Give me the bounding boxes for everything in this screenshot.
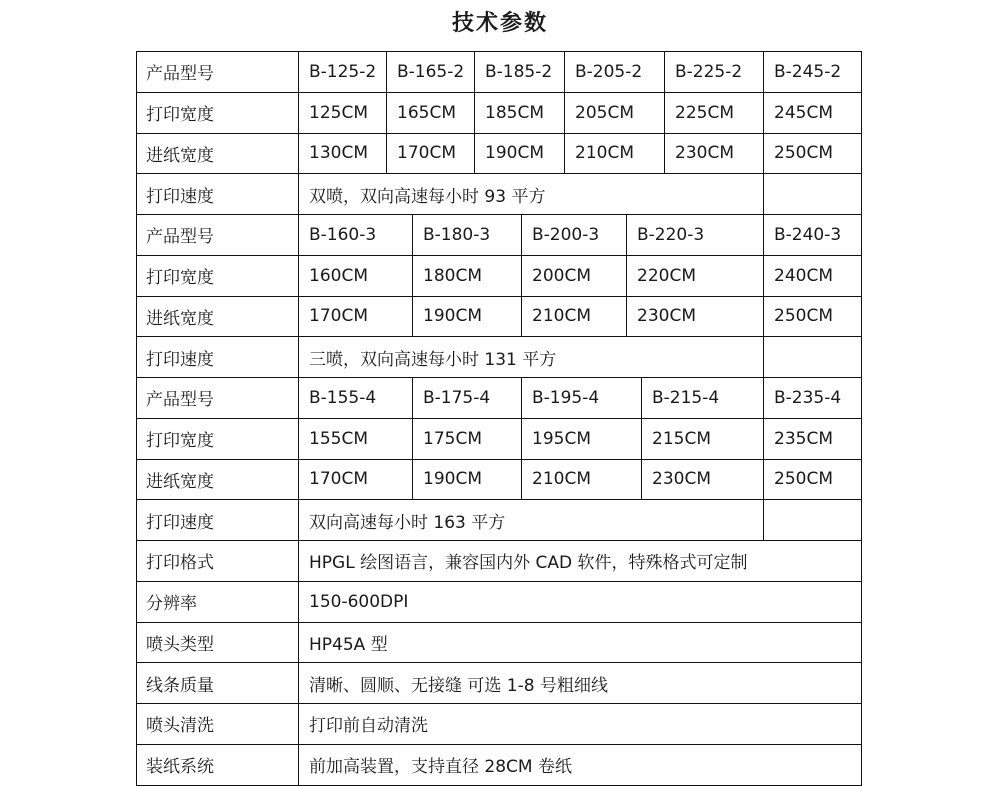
speed-blank-cell	[763, 336, 862, 378]
model-cell: B-235-4	[763, 377, 862, 419]
speed-blank-cell	[763, 499, 862, 541]
feed-width-cell: 210CM	[521, 459, 642, 501]
model-label: 产品型号	[136, 51, 299, 93]
print-width-cell: 205CM	[564, 92, 665, 134]
spec-label: 装纸系统	[136, 744, 299, 786]
feed-width-cell: 130CM	[298, 133, 387, 175]
speed-value: 双喷，双向高速每小时 93 平方	[298, 173, 764, 215]
model-cell: B-165-2	[386, 51, 475, 93]
model-cell: B-155-4	[298, 377, 413, 419]
spec-value: 150-600DPI	[298, 581, 862, 623]
print-width-cell: 180CM	[412, 255, 522, 297]
print-width-cell: 215CM	[641, 418, 764, 460]
speed-label: 打印速度	[136, 173, 299, 215]
feed-width-cell: 210CM	[521, 296, 627, 338]
print-width-cell: 175CM	[412, 418, 522, 460]
feed-width-cell: 230CM	[626, 296, 764, 338]
print-width-label: 打印宽度	[136, 255, 299, 297]
print-width-label: 打印宽度	[136, 92, 299, 134]
spec-value: HP45A 型	[298, 622, 862, 664]
spec-label: 喷头类型	[136, 622, 299, 664]
spec-table	[136, 51, 861, 784]
model-cell: B-160-3	[298, 214, 413, 256]
feed-width-cell: 250CM	[763, 459, 862, 501]
print-width-cell: 220CM	[626, 255, 764, 297]
feed-width-cell: 190CM	[474, 133, 565, 175]
model-label: 产品型号	[136, 214, 299, 256]
model-cell: B-205-2	[564, 51, 665, 93]
speed-value: 三喷，双向高速每小时 131 平方	[298, 336, 764, 378]
model-cell: B-220-3	[626, 214, 764, 256]
spec-label: 分辨率	[136, 581, 299, 623]
print-width-cell: 235CM	[763, 418, 862, 460]
feed-width-cell: 190CM	[412, 459, 522, 501]
spec-label: 线条质量	[136, 662, 299, 704]
feed-width-cell: 230CM	[664, 133, 764, 175]
model-cell: B-185-2	[474, 51, 565, 93]
page-title: 技术参数	[451, 11, 548, 36]
print-width-cell: 195CM	[521, 418, 642, 460]
speed-label: 打印速度	[136, 336, 299, 378]
spec-value: 清晰、圆顺、无接缝 可选 1-8 号粗细线	[298, 662, 862, 704]
print-width-cell: 185CM	[474, 92, 565, 134]
model-cell: B-215-4	[641, 377, 764, 419]
model-label: 产品型号	[136, 377, 299, 419]
feed-width-cell: 170CM	[298, 459, 413, 501]
model-cell: B-180-3	[412, 214, 522, 256]
feed-width-cell: 230CM	[641, 459, 764, 501]
model-cell: B-195-4	[521, 377, 642, 419]
print-width-cell: 245CM	[763, 92, 862, 134]
model-cell: B-240-3	[763, 214, 862, 256]
model-cell: B-245-2	[763, 51, 862, 93]
print-width-cell: 240CM	[763, 255, 862, 297]
feed-width-label: 进纸宽度	[136, 459, 299, 501]
model-cell: B-200-3	[521, 214, 627, 256]
feed-width-cell: 170CM	[386, 133, 475, 175]
feed-width-label: 进纸宽度	[136, 296, 299, 338]
print-width-cell: 200CM	[521, 255, 627, 297]
feed-width-cell: 170CM	[298, 296, 413, 338]
model-cell: B-175-4	[412, 377, 522, 419]
speed-label: 打印速度	[136, 499, 299, 541]
spec-value: 打印前自动清洗	[298, 703, 862, 745]
print-width-cell: 225CM	[664, 92, 764, 134]
feed-width-label: 进纸宽度	[136, 133, 299, 175]
spec-value: 前加高装置，支持直径 28CM 卷纸	[298, 744, 862, 786]
speed-blank-cell	[763, 173, 862, 215]
print-width-cell: 160CM	[298, 255, 413, 297]
model-cell: B-225-2	[664, 51, 764, 93]
feed-width-cell: 250CM	[763, 296, 862, 338]
feed-width-cell: 210CM	[564, 133, 665, 175]
feed-width-cell: 190CM	[412, 296, 522, 338]
print-width-cell: 165CM	[386, 92, 475, 134]
print-width-cell: 155CM	[298, 418, 413, 460]
spec-label: 打印格式	[136, 540, 299, 582]
spec-label: 喷头清洗	[136, 703, 299, 745]
model-cell: B-125-2	[298, 51, 387, 93]
feed-width-cell: 250CM	[763, 133, 862, 175]
spec-value: HPGL 绘图语言，兼容国内外 CAD 软件，特殊格式可定制	[298, 540, 862, 582]
print-width-cell: 125CM	[298, 92, 387, 134]
speed-value: 双向高速每小时 163 平方	[298, 499, 764, 541]
print-width-label: 打印宽度	[136, 418, 299, 460]
